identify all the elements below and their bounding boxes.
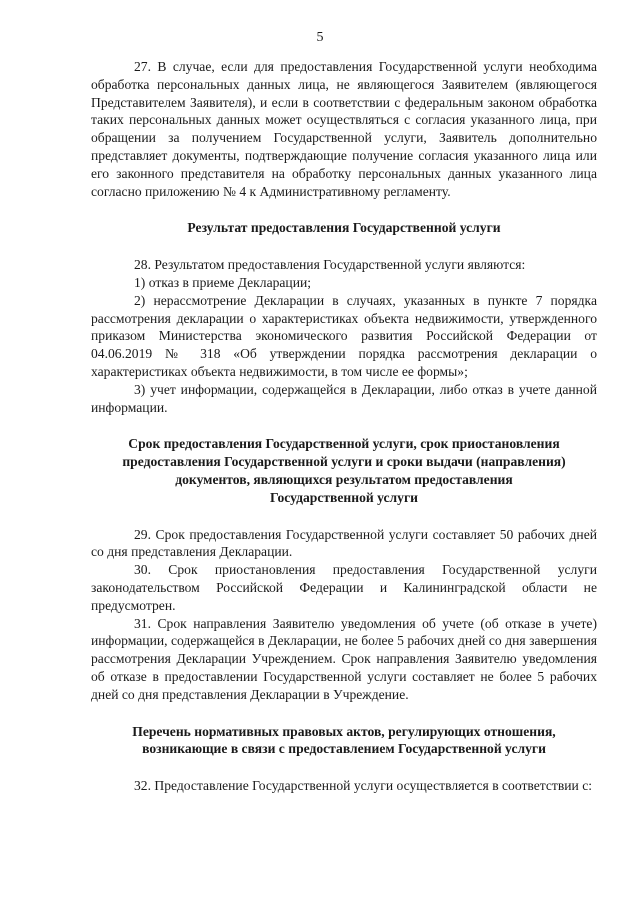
section-heading-acts-line: Перечень нормативных правовых актов, регулирующих отношения, [132,723,556,739]
paragraph-32: 32. Предоставление Государственной услуги осуществляется в соответствии с: [134,778,593,794]
section-heading-term-line: документов, являющихся результатом предоставления [175,471,513,487]
section-heading-term-line: Государственной услуги [270,489,418,505]
document-body [91,58,597,795]
paragraph-30: 30. Срок приостановления предоставления Государственной услуги законодательством Российской Федерации и Калининградской области не предусмотрен. [91,562,597,613]
section-heading-acts [91,723,597,759]
section-heading-term-line: Срок предоставления Государственной услуги, срок приостановления [128,436,560,452]
paragraph-28: 28. Результатом предоставления Государственной услуги являются: [134,257,526,273]
section-heading-term [91,435,597,506]
paragraph-28-item-3: 3) учет информации, содержащейся в Декларации, либо отказ в учете данной информации. [91,381,597,415]
paragraph-29: 29. Срок предоставления Государственной услуги составляет 50 рабочих дней со дня представления Декларации. [91,526,597,560]
paragraph-27: 27. В случае, если для предоставления Государственной услуги необходима обработка персональных данных лица, не являющегося Заявителем (являющегося Представителем Заявителя), и если в соответствии с федеральным законом обработка таких персональных данных может осуществляться с согласия указанного лица, при обращении за получением Государственной услуги, Заявитель дополнительно представляет документы, подтверждающие получение согласия указанного лица или его законного представителя на обработку персональных данных указанного лица согласно приложению № 4 к Административному регламенту. [91,59,597,199]
section-heading-acts-line: возникающие в связи с предоставлением Государственной услуги [142,741,546,757]
paragraph-28-item-1: 1) отказ в приеме Декларации; [134,274,312,290]
section-heading-term-line: предоставления Государственной услуги и сроки выдачи (направления) [122,454,566,470]
page-number: 5 [316,30,324,45]
section-heading-result: Результат предоставления Государственной услуги [187,220,501,236]
paragraph-28-item-2: 2) нерассмотрение Декларации в случаях, указанных в пункте 7 порядка рассмотрения декларации о характеристиках объекта недвижимости, утвержденного приказом Министерства экономического развития Российской Федерации от 04.06.2019 № 318 «Об утверждении порядка рассмотрения декларации о характеристиках объекта недвижимости, в том числе ее формы»; [91,292,597,379]
paragraph-31: 31. Срок направления Заявителю уведомления об учете (об отказе в учете) информации, содержащейся в Декларации, не более 5 рабочих дней со дня завершения рассмотрения Декларации Учреждением. Срок направления Заявителю уведомления об отказе в предоставлении Государственной услуги составляет не более 5 рабочих дней со дня представления Декларации в Учреждение. [91,615,597,702]
